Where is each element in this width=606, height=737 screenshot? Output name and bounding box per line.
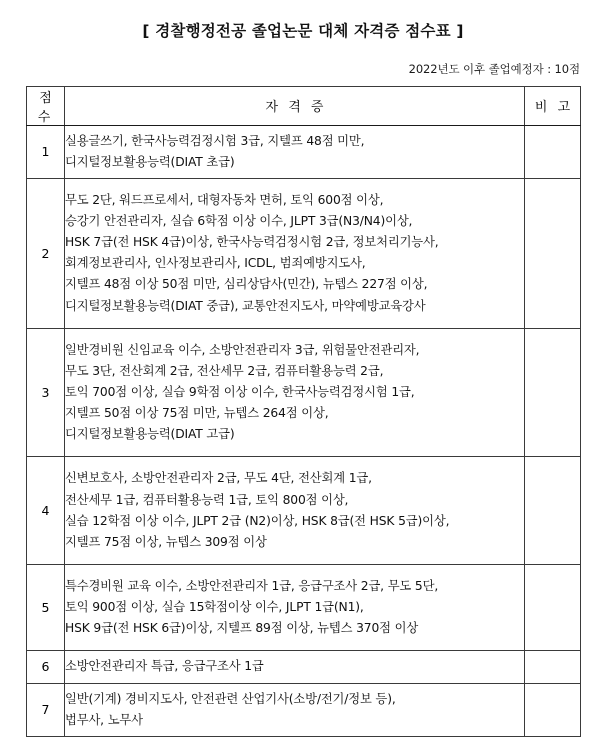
- page-title: [ 경찰행정전공 졸업논문 대체 자격증 점수표 ]: [142, 22, 464, 40]
- certificate-line: 신변보호사, 소방안전관리자 2급, 무도 4단, 전산회계 1급,: [65, 471, 372, 486]
- column-header-score: 점 수: [27, 86, 65, 125]
- score-value: 7: [27, 683, 65, 736]
- table-body: [27, 125, 581, 736]
- table-row: [27, 178, 581, 328]
- certificate-line: 법무사, 노무사: [65, 712, 143, 727]
- certificate-line: 지텔프 48점 이상 50점 미만, 심리상담사(민간), 뉴텝스 227점 이상,: [65, 277, 428, 292]
- remark-value: [525, 564, 581, 650]
- certificate-line: 지텔프 75점 이상, 뉴텝스 309점 이상: [65, 534, 267, 549]
- column-header-remark: 비 고: [525, 86, 581, 125]
- table-header: [27, 86, 581, 125]
- score-value: 3: [27, 328, 65, 457]
- certificate-line: 회계정보관리사, 인사정보관리사, ICDL, 범죄예방지도사,: [65, 256, 366, 271]
- table-row: [27, 651, 581, 683]
- score-value: 4: [27, 457, 65, 565]
- score-value: 6: [27, 651, 65, 683]
- certificate-line: 실습 12학점 이상 이수, JLPT 2급 (N2)이상, HSK 8급(전 HSK 5급)이상,: [65, 513, 450, 528]
- certificate-line: 무도 2단, 워드프로세서, 대형자동차 면허, 토익 600점 이상,: [65, 192, 384, 207]
- remark-value: [525, 683, 581, 736]
- certificate-list: [65, 457, 525, 565]
- graduation-note: 2022년도 이후 졸업예정자 : 10점: [408, 61, 580, 76]
- certificate-list: [65, 651, 525, 683]
- certificate-line: 지텔프 50점 이상 75점 미만, 뉴텝스 264점 이상,: [65, 406, 329, 421]
- remark-value: [525, 328, 581, 457]
- certificate-list: [65, 683, 525, 736]
- remark-value: [525, 651, 581, 683]
- certificate-line: 소방안전관리자 특급, 응급구조사 1급: [65, 659, 264, 674]
- table-header-row: [27, 86, 581, 125]
- certificate-line: 실용글쓰기, 한국사능력검정시험 3급, 지텔프 48점 미만,: [65, 133, 365, 148]
- certificate-line: HSK 9급(전 HSK 6급)이상, 지텔프 89점 이상, 뉴텝스 370점 이상: [65, 621, 419, 636]
- score-value: 1: [27, 125, 65, 178]
- certificate-line: 디지털정보활용능력(DIAT 중급), 교통안전지도사, 마약예방교육강사: [65, 298, 426, 313]
- score-value: 2: [27, 178, 65, 328]
- table-row: [27, 328, 581, 457]
- table-row: [27, 683, 581, 736]
- certificate-list: [65, 125, 525, 178]
- certificate-line: 전산세무 1급, 컴퓨터활용능력 1급, 토익 800점 이상,: [65, 492, 349, 507]
- certificate-line: 디지털정보활용능력(DIAT 고급): [65, 427, 235, 442]
- table-row: [27, 457, 581, 565]
- certificate-line: HSK 7급(전 HSK 4급)이상, 한국사능력검정시험 2급, 정보처리기능사,: [65, 235, 439, 250]
- table-row: [27, 125, 581, 178]
- certificate-line: 특수경비원 교육 이수, 소방안전관리자 1급, 응급구조사 2급, 무도 5단,: [65, 578, 439, 593]
- certificate-line: 승강기 안전관리자, 실습 6학점 이상 이수, JLPT 3급(N3/N4)이상,: [65, 214, 413, 229]
- certificate-list: [65, 328, 525, 457]
- score-value: 5: [27, 564, 65, 650]
- certificate-line: 일반경비원 신임교육 이수, 소방안전관리자 3급, 위험물안전관리자,: [65, 342, 420, 357]
- score-table: [26, 86, 581, 737]
- certificate-list: [65, 178, 525, 328]
- certificate-line: 일반(기계) 경비지도사, 안전관련 산업기사(소방/전기/정보 등),: [65, 691, 396, 706]
- remark-value: [525, 457, 581, 565]
- certificate-line: 무도 3단, 전산회계 2급, 전산세무 2급, 컴퓨터활용능력 2급,: [65, 363, 384, 378]
- table-row: [27, 564, 581, 650]
- column-header-certificate: 자 격 증: [65, 86, 525, 125]
- score-table-container: [0, 86, 606, 737]
- remark-value: [525, 125, 581, 178]
- certificate-line: 디지털정보활용능력(DIAT 초급): [65, 154, 235, 169]
- remark-value: [525, 178, 581, 328]
- certificate-line: 토익 700점 이상, 실습 9학점 이상 이수, 한국사능력검정시험 1급,: [65, 385, 415, 399]
- certificate-line: 토익 900점 이상, 실습 15학점이상 이수, JLPT 1급(N1),: [65, 600, 364, 615]
- certificate-list: [65, 564, 525, 650]
